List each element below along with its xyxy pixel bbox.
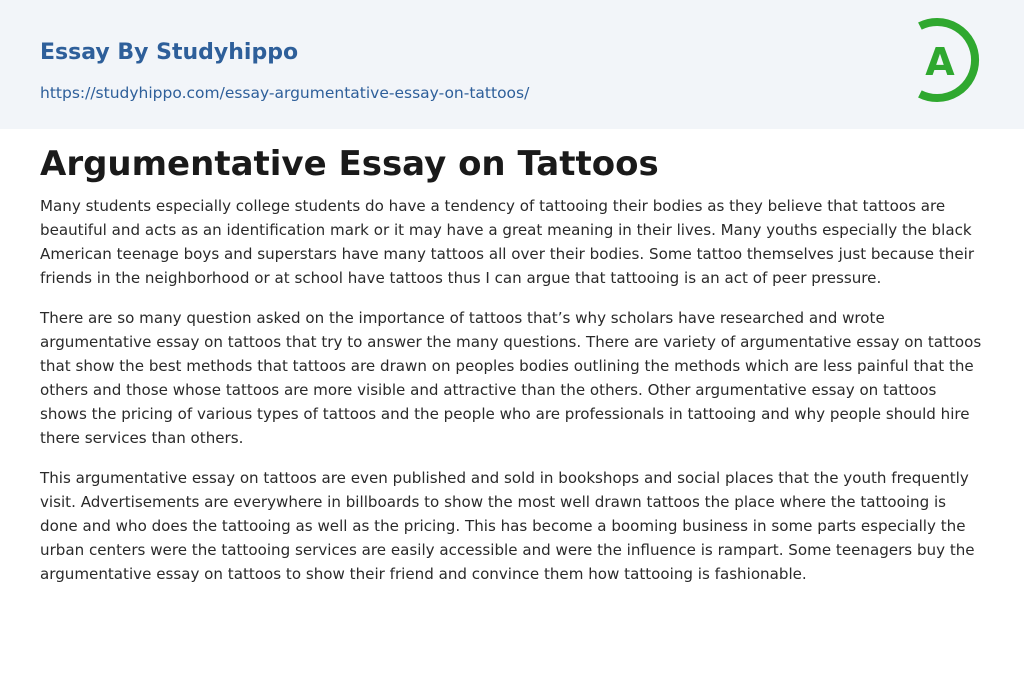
logo-letter: A xyxy=(925,40,955,84)
brand-title[interactable]: Essay By Studyhippo xyxy=(40,40,299,65)
essay-paragraph-3: This argumentative essay on tattoos are even published and sold in bookshops and social places that the youth frequently visit. Advertisements are everywhere in billboards to show the most well drawn tattoos the place where the tattooing is done and who does the tattooing as well as the pricing. This has become a booming business in some parts especially the urban centers were the tattooing services are easily accessible and were the influence is rampart. Some teenagers buy the argumentative essay on tattoos to show their friend and convince them how tattooing is fashionable. xyxy=(40,469,975,583)
essay-body xyxy=(40,194,986,602)
essay-paragraph-2: There are so many question asked on the importance of tattoos that’s why scholars have researched and wrote argumentative essay on tattoos that try to answer the many questions. There are variety of argumentative essay on tattoos that show the best methods that tattoos are drawn on peoples bodies outlining the methods which are less painful that the others and those whose tattoos are more visible and attractive than the others. Other argumentative essay on tattoos shows the pricing of various types of tattoos and the people who are professionals in tattooing and why people should hire there services than others. xyxy=(40,309,982,447)
page-header xyxy=(0,0,1024,129)
studyhippo-a-logo-icon[interactable] xyxy=(910,18,988,106)
essay-paragraph-1: Many students especially college students do have a tendency of tattooing their bodies as they believe that tattoos are beautiful and acts as an identification mark or it may have a great meaning in their lives. Many youths especially the black American teenage boys and superstars have many tattoos all over their bodies. Some tattoo themselves just because their friends in the neighborhood or at school have tattoos thus I can argue that tattooing is an act of peer pressure. xyxy=(40,197,975,287)
source-url-link[interactable]: https://studyhippo.com/essay-argumentative-essay-on-tattoos/ xyxy=(40,84,530,102)
essay-title: Argumentative Essay on Tattoos xyxy=(40,144,659,184)
